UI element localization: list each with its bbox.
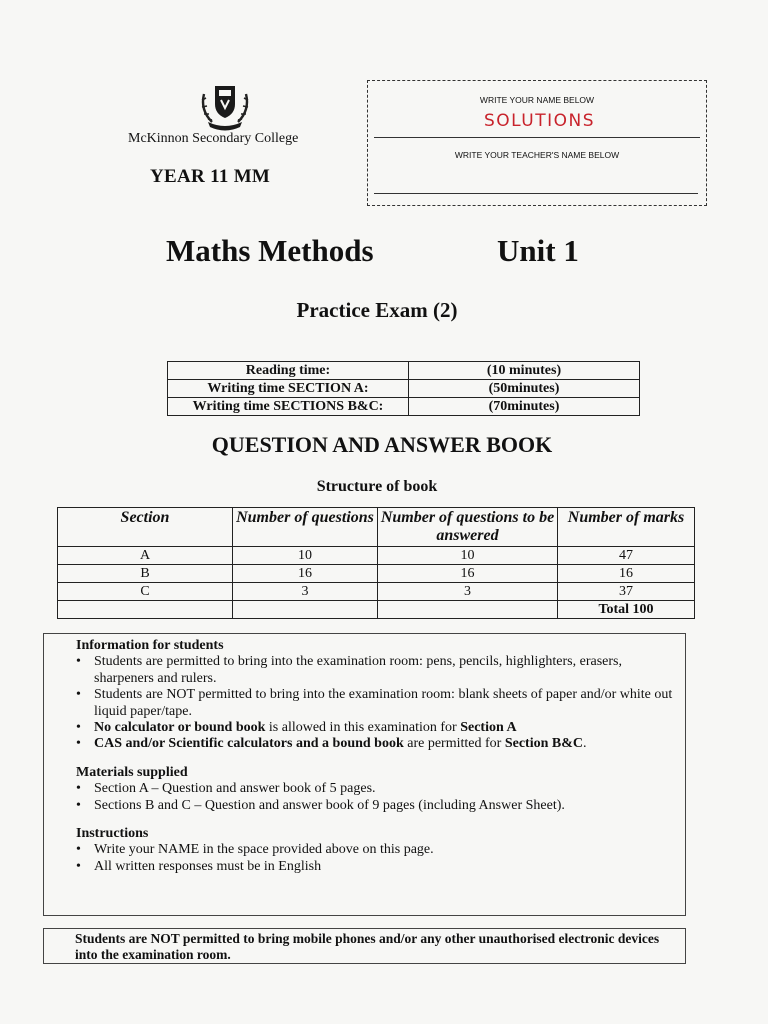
cell-questions: 16	[233, 565, 378, 583]
total-marks: Total 100	[558, 601, 695, 619]
information-heading: Information for students	[76, 638, 224, 653]
cell-answered: 10	[378, 547, 558, 565]
book-heading: QUESTION AND ANSWER BOOK	[211, 432, 553, 457]
column-header: Number of questions	[233, 508, 378, 547]
cell-section: B	[58, 565, 233, 583]
warning-box	[43, 928, 686, 964]
instructions-heading: Instructions	[76, 826, 149, 842]
list-item: • Students are NOT permitted to bring into the examination room: blank sheets of paper and/or white out liquid paper/tape.	[76, 687, 675, 720]
cell-answered: 16	[378, 565, 558, 583]
teacher-name-label: WRITE YOUR TEACHER'S NAME BELOW	[454, 150, 620, 160]
information-list	[76, 654, 675, 752]
column-header: Number of marks	[558, 508, 695, 547]
emphasis-text: No calculator or bound book	[94, 720, 266, 736]
list-item: • Students are permitted to bring into the examination room: pens, pencils, highlighters, erasers, sharpeners and rulers.	[76, 654, 675, 687]
instructions-list	[76, 842, 675, 875]
year-level: YEAR 11 MM	[150, 166, 271, 187]
table-row	[58, 565, 695, 583]
list-item	[76, 720, 675, 736]
cell-section: A	[58, 547, 233, 565]
list-item: • Sections B and C – Question and answer book of 9 pages (including Answer Sheet).	[76, 798, 675, 814]
materials-heading: Materials supplied	[76, 764, 188, 780]
column-header: Section	[58, 508, 233, 547]
teacher-name-line[interactable]	[374, 193, 698, 194]
unit-title: Unit 1	[497, 233, 579, 268]
column-header: Number of questions to be answered	[378, 508, 558, 547]
student-name[interactable]: SOLUTIONS	[484, 111, 596, 131]
table-row	[58, 601, 695, 619]
list-item	[76, 736, 675, 752]
item-text: is allowed in this examination for	[265, 720, 461, 736]
item-text: are permitted for	[403, 736, 505, 752]
timing-value: (70minutes)	[409, 398, 640, 416]
table-header-row	[58, 508, 695, 547]
cell-questions: 3	[233, 583, 378, 601]
cell-questions: 10	[233, 547, 378, 565]
cell-empty	[378, 601, 558, 619]
table-row	[58, 547, 695, 565]
name-line	[374, 137, 700, 138]
table-row	[58, 583, 695, 601]
cell-answered: 3	[378, 583, 558, 601]
exam-title: Practice Exam (2)	[296, 298, 458, 322]
timing-label: Writing time SECTION A:	[168, 380, 409, 398]
list-item: • Section A – Question and answer book of 5 pages.	[76, 781, 675, 797]
cell-marks: 47	[558, 547, 695, 565]
materials-list	[76, 781, 675, 814]
cell-empty	[233, 601, 378, 619]
list-item: • Write your NAME in the space provided above on this page.	[76, 842, 675, 858]
table-row	[168, 398, 640, 416]
emphasis-text: Section B&C	[504, 736, 583, 752]
timing-label: Writing time SECTIONS B&C:	[168, 398, 409, 416]
school-crest-icon	[196, 80, 254, 132]
cell-empty	[58, 601, 233, 619]
table-row	[168, 362, 640, 380]
name-box	[367, 80, 707, 206]
subject-title: Maths Methods	[166, 233, 374, 268]
emphasis-text: CAS and/or Scientific calculators and a bound book	[94, 736, 404, 752]
cell-section: C	[58, 583, 233, 601]
timing-table	[167, 361, 640, 416]
structure-table	[57, 507, 695, 619]
timing-value: (50minutes)	[409, 380, 640, 398]
cell-marks: 37	[558, 583, 695, 601]
emphasis-text: Section A	[460, 720, 517, 736]
warning-text: Students are NOT permitted to bring mobile phones and/or any other unauthorised electronic devices into the examination room.	[75, 931, 660, 962]
list-item: • All written responses must be in English	[76, 859, 675, 875]
school-name: McKinnon Secondary College	[128, 131, 299, 146]
name-label: WRITE YOUR NAME BELOW	[479, 95, 595, 105]
information-box	[43, 633, 686, 916]
timing-value: (10 minutes)	[409, 362, 640, 380]
table-row	[168, 380, 640, 398]
item-text: .	[582, 736, 587, 752]
structure-heading: Structure of book	[316, 478, 438, 495]
timing-label: Reading time:	[168, 362, 409, 380]
cell-marks: 16	[558, 565, 695, 583]
